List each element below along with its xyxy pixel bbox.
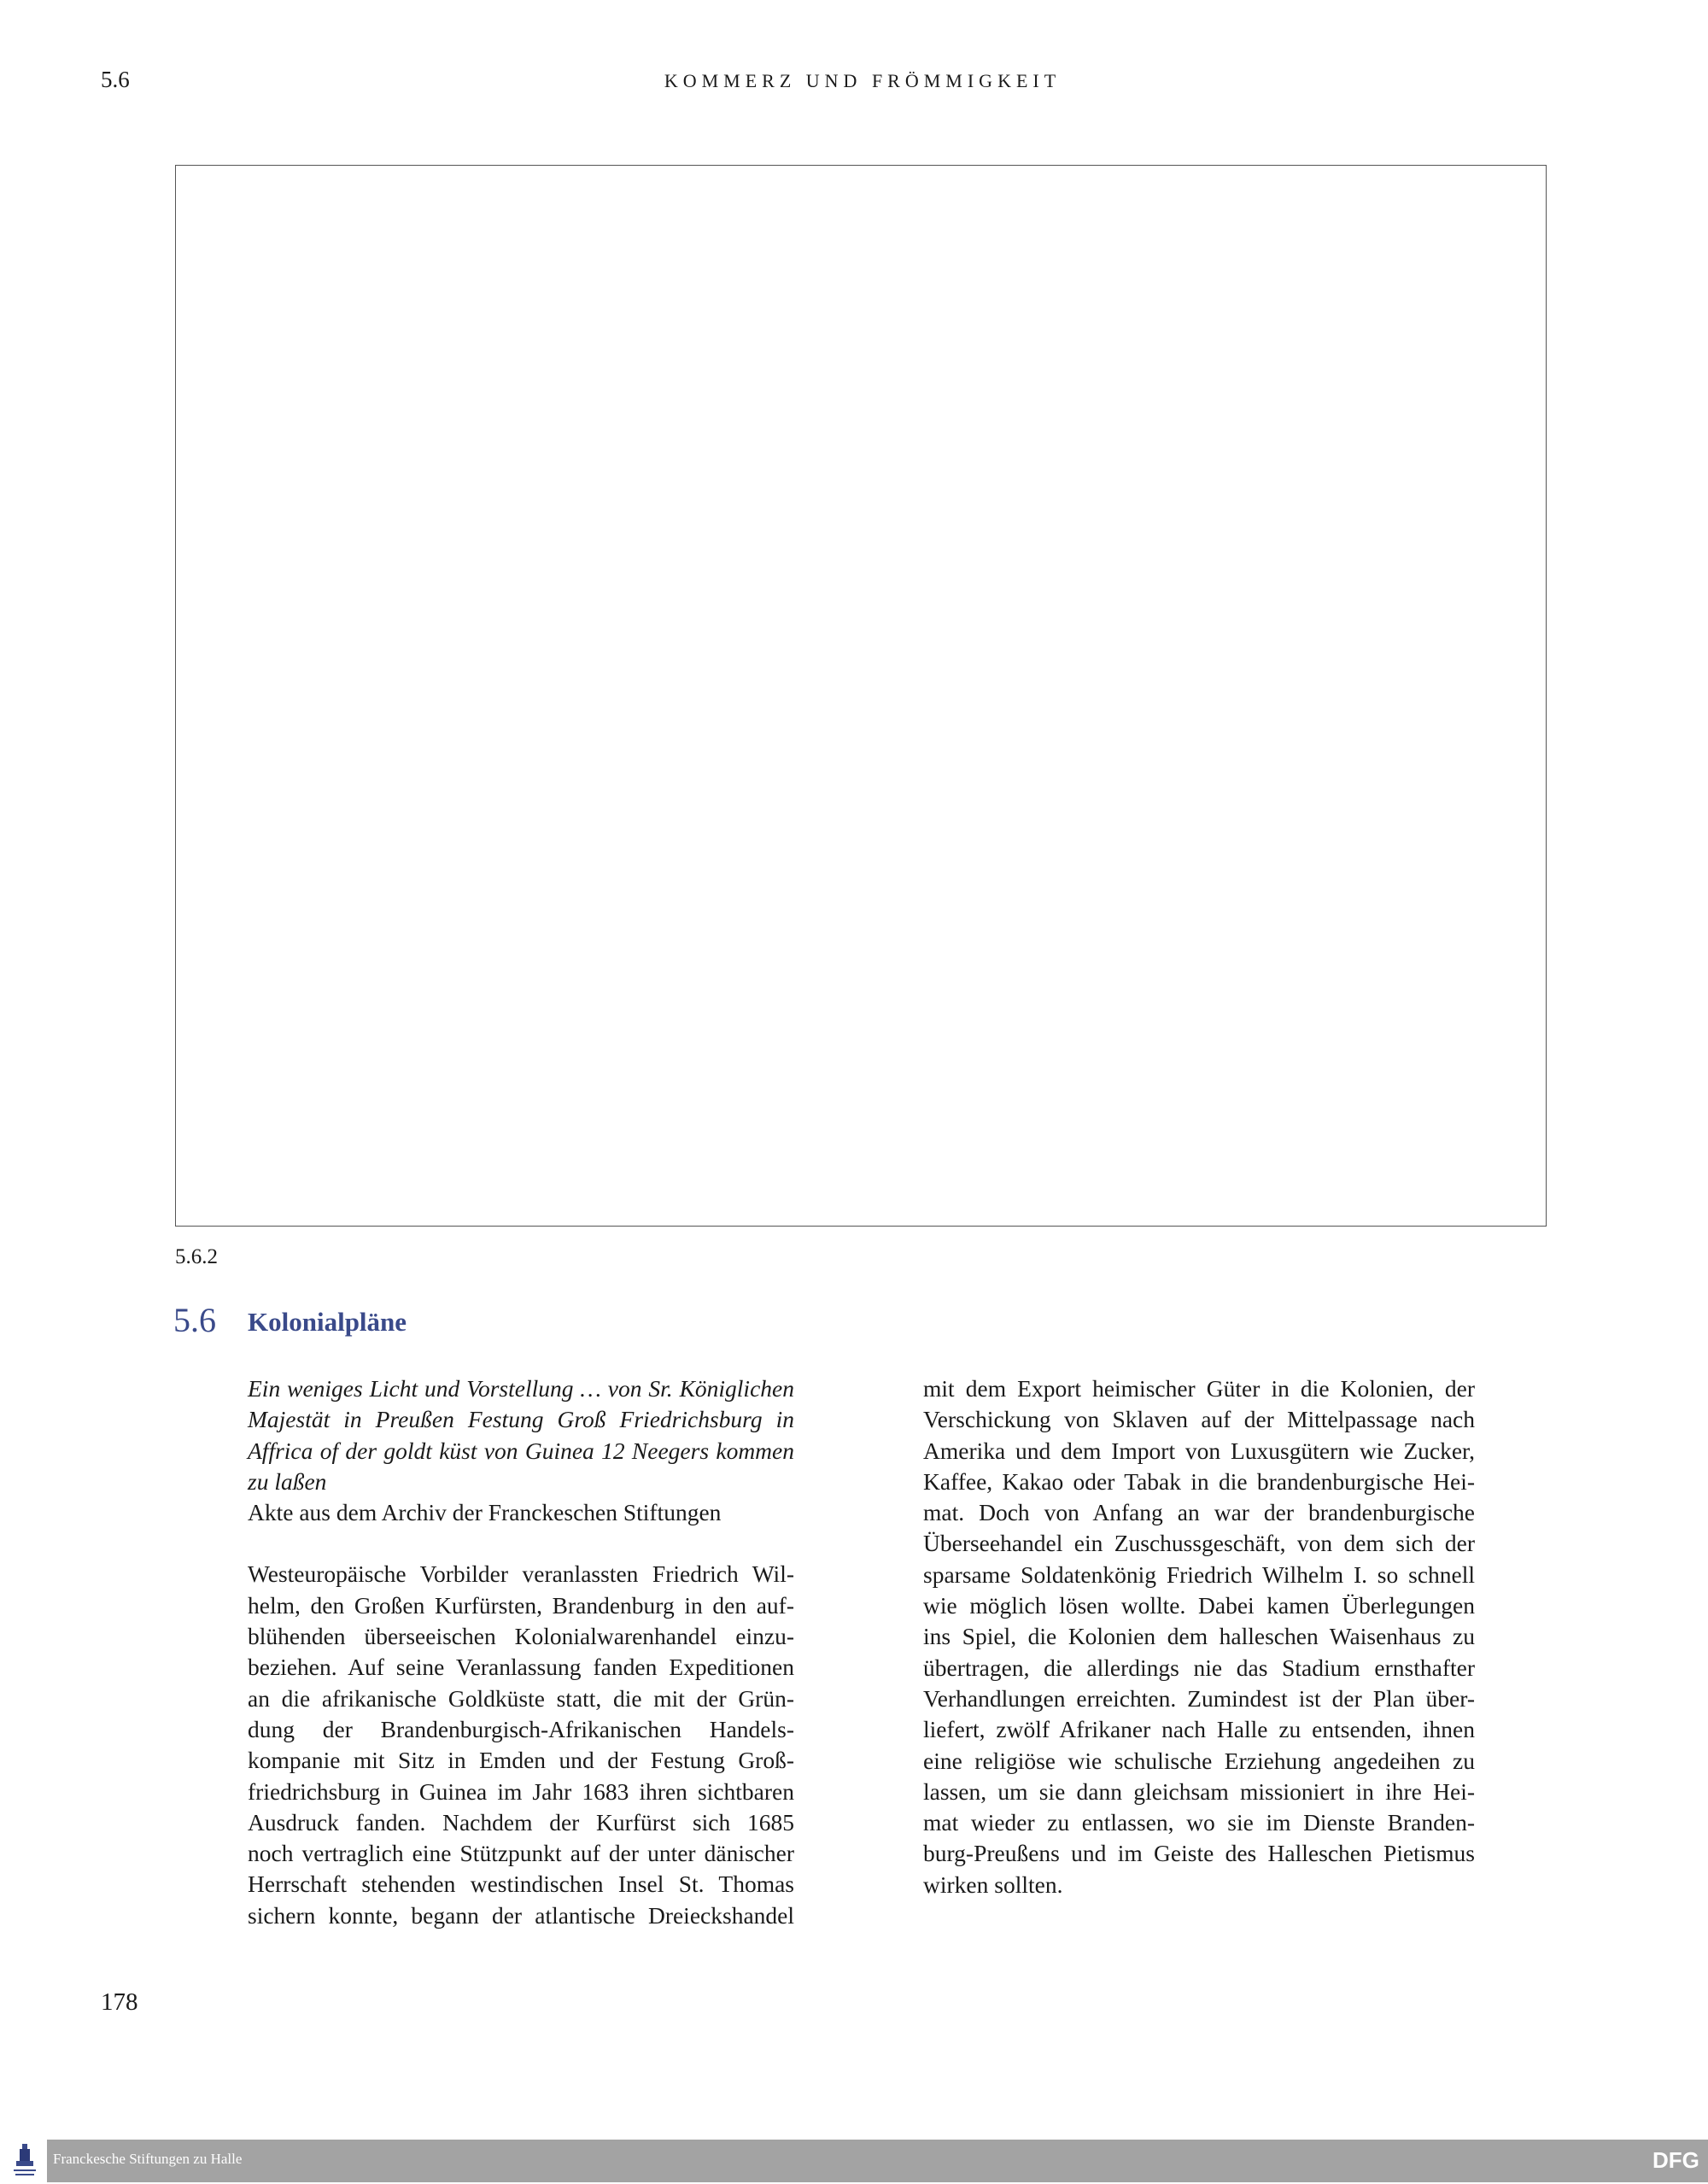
- body-line: eine religiöse wie schulische Erziehung angedeihen zu: [923, 1747, 1475, 1774]
- left-text-column: [248, 1373, 794, 1931]
- body-line: sichern konnte, begann der atlantische Dreieckshandel: [248, 1901, 794, 1929]
- section-heading-number: 5.6: [173, 1301, 216, 1339]
- body-line: Ausdruck fanden. Nachdem der Kurfürst sich 1685: [248, 1808, 794, 1836]
- running-title: KOMMERZ UND FRÖMMIGKEIT: [664, 70, 1062, 91]
- body-line: Herrschaft stehenden westindischen Insel St. Thomas: [248, 1871, 794, 1898]
- right-text-column: [923, 1373, 1475, 1900]
- body-line: sparsame Soldatenkönig Friedrich Wilhelm I. so schnell: [923, 1560, 1475, 1588]
- body-line: wie möglich lösen wollte. Dabei kamen Überlegungen: [923, 1592, 1475, 1619]
- page-number: 178: [101, 1988, 138, 2016]
- body-line: Überseehandel ein Zuschussgeschäft, von dem sich der: [923, 1530, 1475, 1557]
- body-line: beziehen. Auf seine Veranlassung fanden Expeditionen: [248, 1654, 794, 1681]
- body-line: lassen, um sie dann gleichsam missioniert in ihre Hei-: [923, 1777, 1475, 1805]
- body-line: kompanie mit Sitz in Emden und der Festung Groß-: [248, 1747, 794, 1774]
- body-line: Verschickung von Sklaven auf der Mittelpassage nach: [923, 1406, 1475, 1433]
- body-line: liefert, zwölf Afrikaner nach Halle zu entsenden, ihnen: [923, 1716, 1475, 1743]
- body-line: helm, den Großen Kurfürsten, Brandenburg in den auf-: [248, 1591, 794, 1619]
- body-line: Amerika und dem Import von Luxusgütern wie Zucker,: [923, 1437, 1475, 1464]
- quote-line: Ein weniges Licht und Vorstellung … von Sr. Königlichen: [248, 1375, 794, 1402]
- source-note: Akte aus dem Archiv der Franckeschen Stiftungen: [248, 1499, 722, 1526]
- header-section-number: 5.6: [101, 67, 130, 92]
- body-line: Kaffee, Kakao oder Tabak in die brandenburgische Hei-: [923, 1467, 1475, 1495]
- section-heading-title: Kolonialpläne: [248, 1307, 407, 1337]
- body-line: Verhandlungen erreichten. Zumindest ist der Plan über-: [923, 1684, 1475, 1712]
- quote-line: zu laßen: [248, 1467, 327, 1495]
- figure-placeholder-frame: [175, 165, 1547, 1227]
- body-line: ins Spiel, die Kolonien dem halleschen Waisenhaus zu: [923, 1623, 1475, 1650]
- franckesche-stiftungen-logo-icon: [12, 2142, 38, 2180]
- body-line: dung der Brandenburgisch-Afrikanischen Handels-: [248, 1715, 794, 1742]
- body-line: blühenden überseeischen Kolonialwarenhandel einzu-: [248, 1623, 794, 1650]
- body-line: noch vertraglich eine Stützpunkt auf der unter dänischer: [248, 1840, 794, 1867]
- quote-line: Majestät in Preußen Festung Groß Friedrichsburg in: [248, 1406, 794, 1433]
- body-line: mit dem Export heimischer Güter in die Kolonien, der: [923, 1375, 1475, 1402]
- body-line: mat wieder zu entlassen, wo sie im Dienste Branden-: [923, 1809, 1475, 1836]
- footer-bar: [47, 2140, 1708, 2182]
- body-line: Westeuropäische Vorbilder veranlassten Friedrich Wil-: [248, 1560, 794, 1588]
- body-line: wirken sollten.: [923, 1871, 1063, 1898]
- figure-caption: 5.6.2: [175, 1245, 218, 1268]
- dfg-logo: DFG: [1652, 2147, 1699, 2173]
- footer-institution-link[interactable]: Franckesche Stiftungen zu Halle: [53, 2151, 243, 2167]
- body-line: an die afrikanische Goldküste statt, die mit der Grün-: [248, 1684, 794, 1712]
- body-line: burg-Preußens und im Geiste des Halleschen Pietismus: [923, 1840, 1475, 1867]
- body-line: friedrichsburg in Guinea im Jahr 1683 ihren sichtbaren: [248, 1777, 794, 1805]
- body-line: übertragen, die allerdings nie das Stadium ernsthafter: [923, 1654, 1475, 1681]
- quote-line: Affrica of der goldt küst von Guinea 12 Neegers kommen: [248, 1437, 794, 1464]
- body-line: mat. Doch von Anfang an war der brandenburgische: [923, 1499, 1475, 1526]
